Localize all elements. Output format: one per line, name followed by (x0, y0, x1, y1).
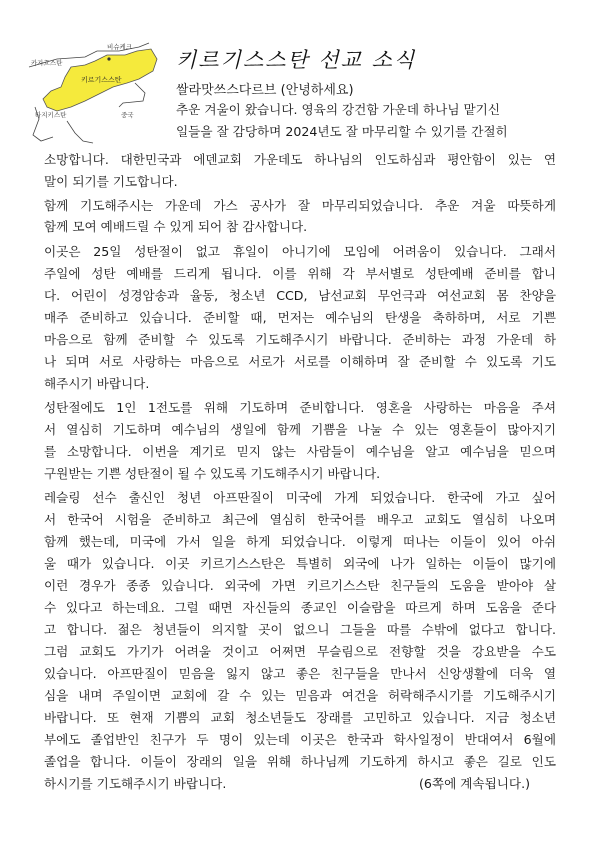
body-line: 고 합니다. 젊은 청년들이 의지할 곳이 없으니 그들을 따를 수밖에 없다고 합니다. (44, 622, 556, 637)
body-line: 함께 모여 예배드릴 수 있게 되어 참 감사합니다. (44, 219, 308, 234)
body-line: 함께 기도해주시는 가운데 가스 공사가 잘 마무리되었습니다. 추운 겨울 따뜻하게 (44, 198, 556, 213)
south-border-line (67, 121, 93, 143)
body-line: 매주 준비하고 있습니다. 준비할 때, 먼저는 예수님의 탄생을 축하하며, 서로 기쁜 (44, 310, 556, 325)
body-line: 졸업을 합니다. 이들이 장래의 일을 위해 하나님께 기도하게 하시고 좋은 길로 인도 (44, 754, 556, 769)
body-line: 부에도 졸업반인 친구가 두 명이 있는데 이곳은 한국과 학사일정이 반대여서 6월에 (44, 732, 556, 747)
body-line: 성탄절에도 1인 1전도를 위해 기도하며 준비합니다. 영혼을 사랑하는 마음을 주셔 (44, 400, 556, 415)
body-line: 서 열심히 기도하며 예수님의 생일에 함께 기쁨을 나눌 수 있는 영혼들이 많아지기 (44, 422, 556, 437)
body-line: 마음으로 함께 준비할 수 있도록 기도해주시기 바랍니다. 준비하는 과정 가운데 하 (44, 332, 556, 347)
body-line: 있습니다. 아프딴질이 믿음을 잃지 않고 좋은 친구들을 만나서 신앙생활에 더욱 열 (44, 666, 556, 681)
body-line: 추운 겨울이 왔습니다. 영육의 강건함 가운데 하나님 맡기신 (176, 102, 500, 117)
body-line: 레슬링 선수 출신인 청년 아프딴질이 미국에 가게 되었습니다. 한국에 가고 싶어 (44, 490, 556, 505)
body-line: 말이 되기를 기도합니다. (44, 174, 178, 189)
body-line: 구원받는 기쁜 성탄절이 될 수 있도록 기도해주시기 바랍니다. (44, 466, 381, 481)
body-line: 이곳은 25일 성탄절이 없고 휴일이 아니기에 모임에 어려움이 있습니다. 그래서 (44, 244, 556, 259)
body-line: 서 한국어 시험을 준비하고 최근에 열심히 한국어를 배우고 교회도 열심히 나오며 (44, 512, 556, 527)
continued-note: (6쪽에 계속됩니다.) (418, 776, 530, 791)
map-label-tajikistan: 타지키스탄 (35, 111, 67, 119)
map-label-kyrgyzstan: 키르기스스탄 (81, 76, 122, 84)
bishkek-dot (107, 57, 110, 60)
greeting: 쌀라맛쓰스다르브 (안녕하세요) (176, 83, 354, 98)
body-line: 를 소망합니다. 이번을 계기로 믿지 않는 사람들이 예수님을 알고 예수님을 믿으며 (44, 444, 556, 459)
body-line: 일들을 잘 감당하며 2024년도 잘 마무리할 수 있기를 간절히 (176, 124, 508, 139)
body-line: 소망합니다. 대한민국과 에덴교회 가운데도 하나님의 인도하심과 평안함이 있는 연 (44, 152, 556, 167)
body-line: 함께 했는데, 미국에 가서 일을 하게 되었습니다. 이렇게 떠나는 이들이 있어 아쉬 (44, 534, 556, 549)
body-line: 나 되며 서로 사랑하는 마음으로 서로가 서로를 이해하며 잘 준비할 수 있도록 기도 (44, 354, 556, 369)
body-line: 하시기를 기도해주시기 바랍니다. (44, 776, 227, 791)
body-line: 그럼 교회도 가기가 어려울 것이고 어쩌면 무슬림으로 전향할 것을 강요받을 수도 (44, 644, 556, 659)
body-line: 바랍니다. 또 현재 기쁨의 교회 청소년들도 장래를 고민하고 있습니다. 지금 청소년 (44, 710, 556, 725)
newsletter-title: 키르기스스탄 선교 소식 (176, 48, 417, 72)
body-line: 해주시기 바랍니다. (44, 376, 150, 391)
map-label-bishkek: 비슈케크 (107, 43, 133, 51)
body-line: 이런 경우가 종종 있습니다. 외국에 가면 키르기스스탄 친구들의 도움을 받아야 살 (44, 578, 556, 593)
map-label-kazakhstan: 카자흐스탄 (31, 59, 63, 67)
body-line: 주일에 성탄 예배를 드리게 됩니다. 이를 위해 각 부서별로 성탄예배 준비를 합니 (44, 266, 556, 281)
body-line: 수 있다고 하는데요. 그럴 때면 자신들의 종교인 이슬람을 따르게 하며 도움을 준다 (44, 600, 556, 615)
body-line: 다. 어린이 성경암송과 율동, 청소년 CCD, 남선교회 무언극과 여선교회 몸 찬양을 (44, 288, 556, 303)
east-border-line (119, 83, 145, 107)
body-line: 심을 내며 주일이면 교회에 갈 수 있는 믿음과 여건을 허락해주시기를 기도해주시기 (44, 688, 556, 703)
map-label-china: 중국 (121, 111, 134, 119)
body-line: 울 때가 있습니다. 이곳 키르기스스탄은 특별히 외국에 나가 일하는 이들이 많기에 (44, 556, 556, 571)
map-graphic (27, 37, 165, 149)
kyrgyzstan-map (27, 37, 165, 149)
